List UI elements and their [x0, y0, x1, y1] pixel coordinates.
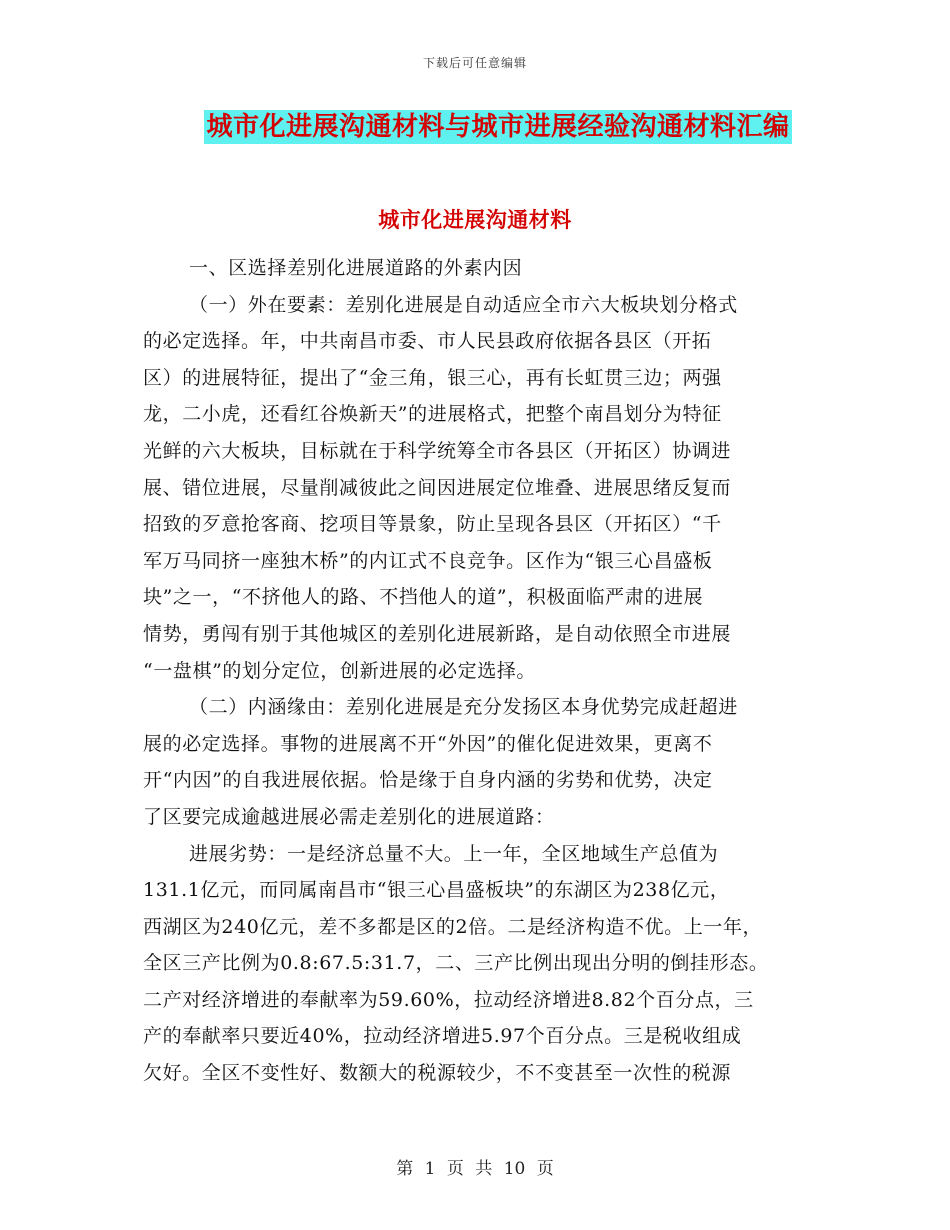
page-footer: 第 1 页 共 10 页 [396, 1159, 554, 1179]
paragraph-line: 二产对经济增进的奉献率为59.60%，拉动经济增进8.82个百分点，三 [143, 988, 754, 1011]
section-title: 城市化进展沟通材料 [378, 208, 572, 232]
paragraph-line: 块”之一，“不挤他人的路、不挡他人的道”，积极面临严肃的进展 [143, 586, 704, 609]
paragraph-line: 开“内因”的自我进展依据。恰是缘于自身内涵的劣势和优势，决定 [143, 769, 713, 792]
paragraph-line: 欠好。全区不变性好、数额大的税源较少，不不变甚至一次性的税源 [143, 1062, 732, 1085]
paragraph-line: 展的必定选择。事物的进展离不开“外因”的催化促进效果，更离不 [143, 732, 713, 755]
body-text [143, 250, 823, 1092]
paragraph-line: 全区三产比例为0.8:67.5:31.7，二、三产比例出现出分明的倒挂形态。 [143, 952, 769, 975]
paragraph-line: 产的奉献率只要近40%，拉动经济增进5.97个百分点。三是税收组成 [143, 1025, 742, 1048]
paragraph-line: 区）的进展特征，提出了“金三角，银三心，再有长虹贯三边；两强 [143, 366, 722, 389]
paragraph-line: 军万马同挤一座独木桥”的内讧式不良竞争。区作为“银三心昌盛板 [143, 549, 713, 572]
paragraph-line: 龙，二小虎，还看红谷焕新天”的进展格式，把整个南昌划分为特征 [143, 403, 722, 426]
paragraph-line: 情势，勇闯有别于其他城区的差别化进展新路，是自动依照全市进展 [143, 622, 732, 645]
paragraph-line: 光鲜的六大板块，目标就在于科学统筹全市各县区（开拓区）协调进 [143, 439, 732, 462]
paragraph-line: （二）内涵缘由：差别化进展是充分发扬区本身优势完成赶超进 [189, 696, 738, 719]
paragraph-line: 展、错位进展，尽量削减彼此之间因进展定位堆叠、进展思绪反复而 [143, 476, 732, 499]
header-note: 下载后可任意编辑 [422, 56, 527, 70]
paragraph-line: 西湖区为240亿元，差不多都是区的2倍。二是经济构造不优。上一年， [143, 915, 763, 938]
paragraph-line: 进展劣势：一是经济总量不大。上一年，全区地域生产总值为 [189, 842, 719, 865]
main-title: 城市化进展沟通材料与城市进展经验沟通材料汇编 [206, 112, 790, 142]
paragraph-line: 131.1亿元，而同属南昌市“银三心昌盛板块”的东湖区为238亿元， [143, 879, 730, 902]
paragraph-line: 了区要完成逾越进展必需走差别化的进展道路： [143, 805, 555, 828]
paragraph-line: （一）外在要素：差别化进展是自动适应全市六大板块划分格式 [189, 293, 738, 316]
paragraph-line: 的必定选择。年，中共南昌市委、市人民县政府依据各县区（开拓 [143, 330, 712, 353]
paragraph-line: 一、区选择差别化进展道路的外素内因 [189, 257, 523, 279]
paragraph-line: 招致的歹意抢客商、挖项目等景象，防止呈现各县区（开拓区）“千 [143, 513, 722, 536]
paragraph-line: “一盘棋”的划分定位，创新进展的必定选择。 [143, 659, 537, 682]
main-title-container [0, 110, 950, 144]
